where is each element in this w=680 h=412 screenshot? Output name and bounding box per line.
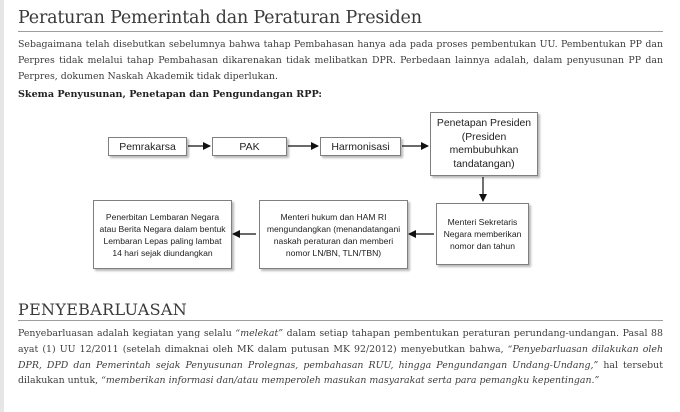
- box-menteri-sekretaris-negara: Menteri Sekretaris Negara memberikan nomor dan tahun: [436, 203, 529, 265]
- box-penetapan-presiden: Penetapan Presiden (Presiden membubuhkan tandatangan): [430, 112, 538, 176]
- box-pak: PAK: [212, 137, 287, 156]
- box-penerbitan-lembaran: Penerbitan Lembaran Negara atau Berita Negara dalam bentuk Lembaran Lepas paling lambat 14 hari sejak diundangkan: [93, 200, 232, 269]
- box-harmonisasi: Harmonisasi: [320, 137, 401, 156]
- page-title: Peraturan Pemerintah dan Peraturan Presiden: [18, 8, 422, 28]
- penyebarluasan-paragraph: Penyebarluasan adalah kegiatan yang selalu “melekat” dalam setiap tahapan pembentukan peraturan perundang-undangan. Pasal 88 ayat (1) UU 12/2011 (setelah dimaknai oleh MK dalam putusan MK 92/2012) menyebutkan bahwa, “Penyebarluasan dilakukan oleh DPR, DPD dan Pemerintah sejak Penyusunan Prolegnas, pembahasan RUU, hingga Pengundangan Undang-Undang,” hal tersebut dilakukan untuk, “memberikan informasi dan/atau memperoleh masukan masyarakat serta para pemangku kepentingan.”: [18, 328, 663, 387]
- section-divider: [18, 320, 663, 321]
- box-pemrakarsa: Pemrakarsa: [108, 137, 187, 156]
- schema-heading: Skema Penyusunan, Penetapan dan Pengundangan RPP:: [18, 89, 322, 100]
- section-heading: PENYEBARLUASAN: [18, 300, 188, 319]
- box-menteri-hukum-ham: Menteri hukum dan HAM RI mengundangkan (menandatangani naskah peraturan dan memberi nomor LN/BN, TLN/TBN): [259, 200, 408, 269]
- intro-paragraph: Sebagaimana telah disebutkan sebelumnya bahwa tahap Pembahasan hanya ada pada proses pembentukan UU. Pembentukan PP dan Perpres tidak melalui tahap Pembahasan dikarenakan tidak melibatkan DPR. Perbedaan lainnya adalah, dalam penyusunan PP dan Perpres, dokumen Naskah Akademik tidak diperlukan.: [18, 39, 663, 82]
